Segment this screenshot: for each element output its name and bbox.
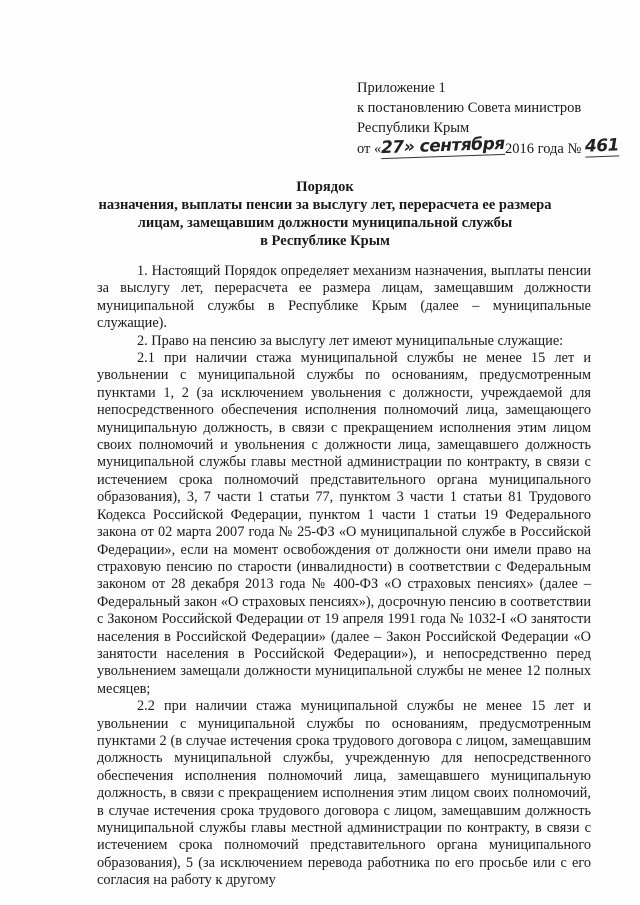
title-line-2: назначения, выплаты пенсии за выслугу лет, перерасчета ее размера — [98, 197, 552, 213]
handwritten-number: 461 — [584, 135, 620, 157]
appendix-block — [357, 78, 620, 159]
appendix-date-line — [357, 133, 620, 159]
date-prefix: от « — [357, 141, 382, 157]
paragraph-2: 2. Право на пенсию за выслугу лет имеют муниципальные служащие: — [137, 332, 564, 349]
date-suffix: 2016 года № — [504, 141, 585, 157]
appendix-line-2: к постановлению Совета министров — [357, 100, 582, 116]
document-title — [60, 178, 590, 250]
title-line-3: лицам, замещавшим должности муниципальной службы — [137, 215, 513, 231]
paragraph-2-2: 2.2 при наличии стажа муниципальной службы не менее 15 лет и увольнении с муниципальной службы по основаниям, предусмотренным пунктами 2 (в случае истечения срока трудового договора с лицом, замещавшим должность муниципальной службы, учрежденную для непосредственного обеспечения исполнения полномочий лица, замещавшего муниципальную должность, в связи с прекращением исполнения этим лицом своих полномочий, в случае истечения срока трудового договора с лицом, замещавшим должность муниципальной службы главы местной администрации по контракту, в связи с истечением срока полномочий представительного органа муниципального образования), 5 (за исключением перевода работника по его просьбе или с его согласия на работу к другому — [97, 698, 591, 889]
paragraph-2-1: 2.1 при наличии стажа муниципальной службы не менее 15 лет и увольнении с муниципальной службы по основаниям, предусмотренным пунктами 1, 2 (за исключением увольнения с должности, учреждаемой для непосредственного обеспечения исполнения полномочий лица, замещающего муниципальную должность, в связи с прекращением исполнения этим лицом своих полномочий и увольнения с должности лица, замещавшего должность муниципальной службы главы местной администрации по контракту, в связи с истечением срока полномочий представительного органа муниципального образования), 3, 7 части 1 статьи 77, пунктом 3 части 1 статьи 81 Трудового Кодекса Российской Федерации, пунктом 1 части 1 статьи 19 Федерального закона от 02 марта 2007 года № 25-ФЗ «О муниципальной службе в Российской Федерации», если на момент освобождения от должности они имели право на страховую пенсию по старости (инвалидности) в соответствии с Федеральным законом от 28 декабря 2013 года № 400-ФЗ «О страховых пенсиях» (далее – Федеральный закон «О страховых пенсиях»), досрочную пенсию в соответствии с Законом Российской Федерации от 19 апреля 1991 года № 1032-I «О занятости населения в Российской Федерации» (далее – Закон Российской Федерации «О занятости населения в Российской Федерации»), и непосредственно перед увольнением замещали должности муниципальной службы не менее 12 полных месяцев; — [97, 350, 591, 697]
handwritten-date: 27» сентября — [380, 133, 506, 159]
appendix-line-3: Республики Крым — [357, 120, 470, 136]
title-line-1: Порядок — [296, 179, 354, 195]
paragraph-1: 1. Настоящий Порядок определяет механизм назначения, выплаты пенсии за выслугу лет, перерасчета ее размера лицам, замещавшим должности муниципальной службы в Республике Крым (далее – муниципальные служащие). — [97, 263, 591, 332]
appendix-line-1: Приложение 1 — [357, 80, 446, 96]
title-line-4: в Республике Крым — [260, 233, 390, 249]
document-body — [97, 263, 591, 890]
